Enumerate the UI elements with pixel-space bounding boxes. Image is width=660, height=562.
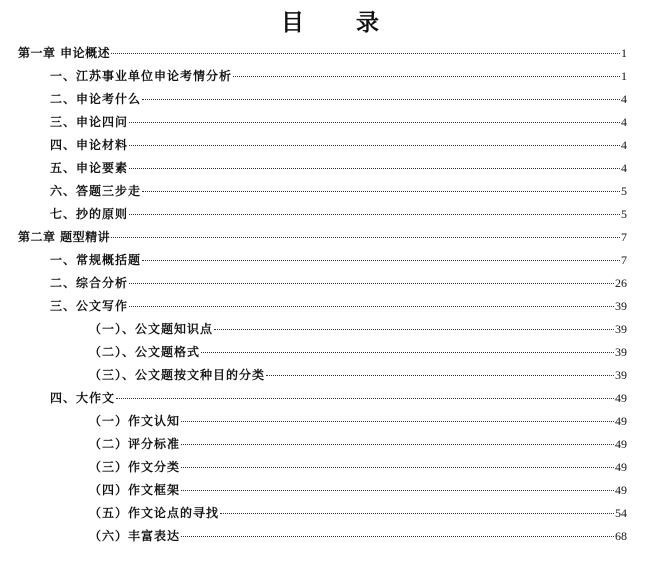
dot-leader [129, 122, 620, 123]
toc-entry[interactable] [50, 387, 627, 409]
toc-entry-page: 49 [615, 414, 627, 428]
toc-entry[interactable] [89, 502, 627, 524]
toc-entry-label: （三）作文分类 [89, 460, 181, 474]
toc-entry-page: 49 [615, 391, 627, 405]
toc-entry-page: 4 [621, 92, 627, 106]
toc-entry[interactable] [89, 525, 627, 547]
dot-leader [111, 53, 620, 54]
toc-entry-page: 5 [621, 207, 627, 221]
toc-entry-label: （二）、公文题格式 [89, 345, 201, 359]
toc-entry-page: 68 [615, 529, 627, 543]
dot-leader [129, 283, 614, 284]
toc-entry[interactable] [50, 111, 627, 133]
toc-entry-label: 第一章 申论概述 [18, 46, 111, 60]
toc-entry-label: （二）评分标准 [89, 437, 181, 451]
toc-entry-page: 7 [621, 253, 627, 267]
toc-entry-label: （一）、公文题知识点 [89, 322, 214, 336]
toc-entry[interactable] [89, 364, 627, 386]
toc-entry-label: 五、申论要素 [50, 161, 129, 175]
toc-entry[interactable] [50, 65, 627, 87]
toc-entry-page: 4 [621, 161, 627, 175]
toc-entry-label: 第二章 题型精讲 [18, 230, 111, 244]
dot-leader [142, 260, 620, 261]
toc-entry-page: 49 [615, 483, 627, 497]
toc-entry[interactable] [50, 203, 627, 225]
toc-entry-page: 5 [621, 184, 627, 198]
toc-entry-label: 六、答题三步走 [50, 184, 142, 198]
dot-leader [142, 99, 620, 100]
toc-entry[interactable] [50, 295, 627, 317]
dot-leader [181, 444, 614, 445]
toc-entry-page: 49 [615, 460, 627, 474]
toc-entry[interactable] [89, 456, 627, 478]
toc-entry-label: （三）、公文题按文种目的分类 [89, 368, 266, 382]
toc-entry-label: 二、综合分析 [50, 276, 129, 290]
toc-entry[interactable] [50, 88, 627, 110]
dot-leader [181, 536, 614, 537]
dot-leader [142, 191, 620, 192]
dot-leader [266, 375, 614, 376]
toc-entry-label: 一、常规概括题 [50, 253, 142, 267]
page-title: 目 录 [280, 9, 401, 36]
dot-leader [201, 352, 614, 353]
toc-entry-label: （六）丰富表达 [89, 529, 181, 543]
toc-entry-chapter-1[interactable] [18, 42, 627, 64]
toc-entry-label: 一、江苏事业单位申论考情分析 [50, 69, 233, 83]
toc-entry-page: 4 [621, 138, 627, 152]
toc-entry-page: 26 [615, 276, 627, 290]
dot-leader [214, 329, 614, 330]
toc-entry-page: 1 [621, 69, 627, 83]
toc-entry-label: 三、公文写作 [50, 299, 129, 313]
toc-entry-page: 39 [615, 368, 627, 382]
toc-entry[interactable] [89, 479, 627, 501]
toc-entry-page: 7 [621, 230, 627, 244]
dot-leader [181, 421, 614, 422]
dot-leader [220, 513, 614, 514]
dot-leader [116, 398, 614, 399]
toc-entry-page: 1 [621, 46, 627, 60]
toc-entry[interactable] [50, 134, 627, 156]
toc-entry-page: 39 [615, 299, 627, 313]
toc-entry-page: 49 [615, 437, 627, 451]
toc-entry[interactable] [89, 318, 627, 340]
toc-entry-label: 七、抄的原则 [50, 207, 129, 221]
dot-leader [233, 76, 620, 77]
toc-entry-page: 4 [621, 115, 627, 129]
dot-leader [111, 237, 620, 238]
toc-entry-page: 39 [615, 345, 627, 359]
dot-leader [129, 306, 614, 307]
toc-entry-label: （四）作文框架 [89, 483, 181, 497]
toc-entry[interactable] [89, 341, 627, 363]
toc-entry[interactable] [50, 157, 627, 179]
toc-entry-page: 39 [615, 322, 627, 336]
toc-entry-label: 三、申论四问 [50, 115, 129, 129]
toc-entry-chapter-2[interactable] [18, 226, 627, 248]
toc-entry-label: 四、申论材料 [50, 138, 129, 152]
dot-leader [181, 467, 614, 468]
dot-leader [129, 145, 620, 146]
dot-leader [181, 490, 614, 491]
toc-entry-label: 二、申论考什么 [50, 92, 142, 106]
toc-entry[interactable] [50, 180, 627, 202]
toc-entry[interactable] [89, 410, 627, 432]
toc-entry-label: （五）作文论点的寻找 [89, 506, 220, 520]
dot-leader [129, 168, 620, 169]
toc-entry[interactable] [89, 433, 627, 455]
toc-entry-label: 四、大作文 [50, 391, 116, 405]
toc-entry-page: 54 [615, 506, 627, 520]
dot-leader [129, 214, 620, 215]
toc-entry[interactable] [50, 249, 627, 271]
toc-entry-label: （一）作文认知 [89, 414, 181, 428]
toc-entry[interactable] [50, 272, 627, 294]
